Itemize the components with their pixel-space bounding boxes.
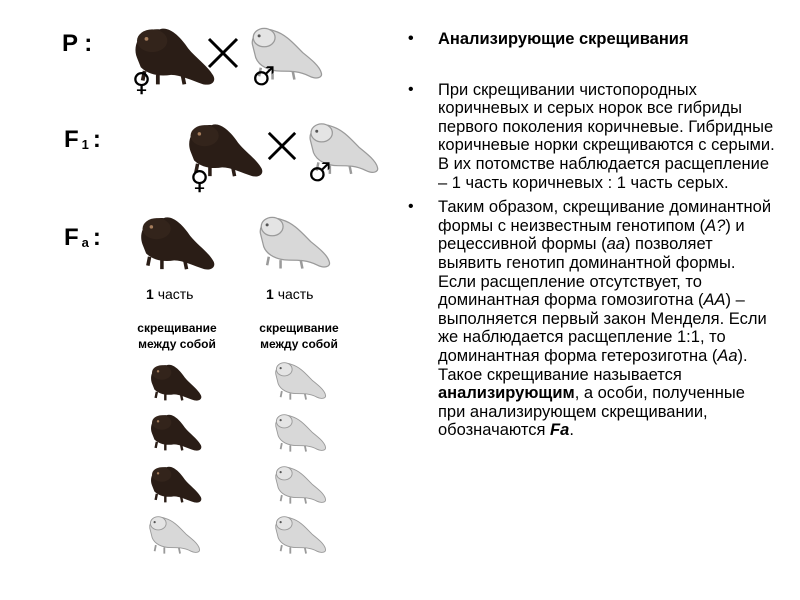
p2-part1: Таким образом, скрещивание доминантной формы с неизвестным генотипом ( <box>438 198 772 235</box>
fa-generation-label <box>64 224 101 252</box>
paragraph1-bullet <box>408 81 776 193</box>
right-offspring-gray-mink-1 <box>268 356 332 402</box>
left-count-word: часть <box>157 286 194 302</box>
p2-genotype-aa-dominant: АА <box>703 291 726 310</box>
left-offspring-gray-mink <box>142 510 206 556</box>
p2-genotype-heterozygous: Аа <box>717 346 738 365</box>
left-offspring-brown-mink-3 <box>142 460 208 506</box>
p-female-symbol: ♀ <box>132 68 152 98</box>
f1-cross-symbol <box>266 130 298 162</box>
right-count-number: 1 <box>266 286 274 302</box>
right-offspring-gray-mink-4 <box>268 510 332 556</box>
p2-fa-symbol: Fa <box>550 421 570 440</box>
p2-part4: ) – выполняется первый закон Менделя. Если же наблюдается расщепление 1:1, то доминантная форма гетерозиготна ( <box>438 291 767 365</box>
p2-genotype-a-question: А? <box>705 216 726 235</box>
heading-bullet <box>408 30 776 49</box>
right-offspring-gray-mink-3 <box>268 460 332 506</box>
f1-generation-label <box>64 126 101 154</box>
right-count-label <box>266 286 313 302</box>
parent-generation-label: P : <box>62 30 93 57</box>
p-cross-symbol <box>206 36 240 70</box>
f1-colon: : <box>92 126 101 153</box>
left-offspring-brown-mink-2 <box>142 408 208 454</box>
heading-text: Анализирующие скрещивания <box>438 30 689 48</box>
right-cross-note: скрещивание между собой <box>259 321 339 351</box>
p2-part6: , а особи, полученные при анализирующем скрещивании, обозначаются <box>438 384 745 440</box>
fa-gray-mink-image <box>252 206 336 274</box>
right-offspring-gray-mink-2 <box>268 408 332 454</box>
left-count-label <box>146 286 193 302</box>
explanation-text-panel <box>408 30 776 440</box>
f1-letter: F <box>64 126 79 153</box>
right-count-word: часть <box>277 286 314 302</box>
fa-colon: : <box>92 224 101 251</box>
fa-brown-mink-image <box>132 206 220 276</box>
left-count-number: 1 <box>146 286 154 302</box>
left-cross-note: скрещивание между собой <box>137 321 217 351</box>
p2-bold-term: анализирующим <box>438 384 575 403</box>
p2-genotype-aa-recessive: аа <box>606 235 625 254</box>
paragraph2-bullet <box>408 198 776 440</box>
paragraph1-text: При скрещивании чистопородных коричневых и серых норок все гибриды первого поколения коричневые. Гибридные коричневые норки скрещиваются с серыми. В их потомстве наблюдается расщепление – 1 часть коричневых : 1 часть серых. <box>438 80 775 192</box>
p2-end: . <box>569 421 574 440</box>
fa-letter: F <box>64 224 79 251</box>
p2-part5: ). Такое скрещивание называется <box>438 346 748 384</box>
f1-male-symbol: ♂ <box>308 158 332 188</box>
f1-female-symbol: ♀ <box>190 166 210 196</box>
p2-part3: ) позволяет выявить генотип доминантной формы. Если расщепление отсутствует, то доминантная форма гомозиготна ( <box>438 235 736 310</box>
p-male-symbol: ♂ <box>252 62 276 92</box>
f1-subscript: 1 <box>81 137 89 152</box>
left-offspring-brown-mink-1 <box>142 358 208 404</box>
p2-part2: ) и рецессивной формы ( <box>438 216 745 254</box>
fa-subscript: a <box>81 235 89 250</box>
